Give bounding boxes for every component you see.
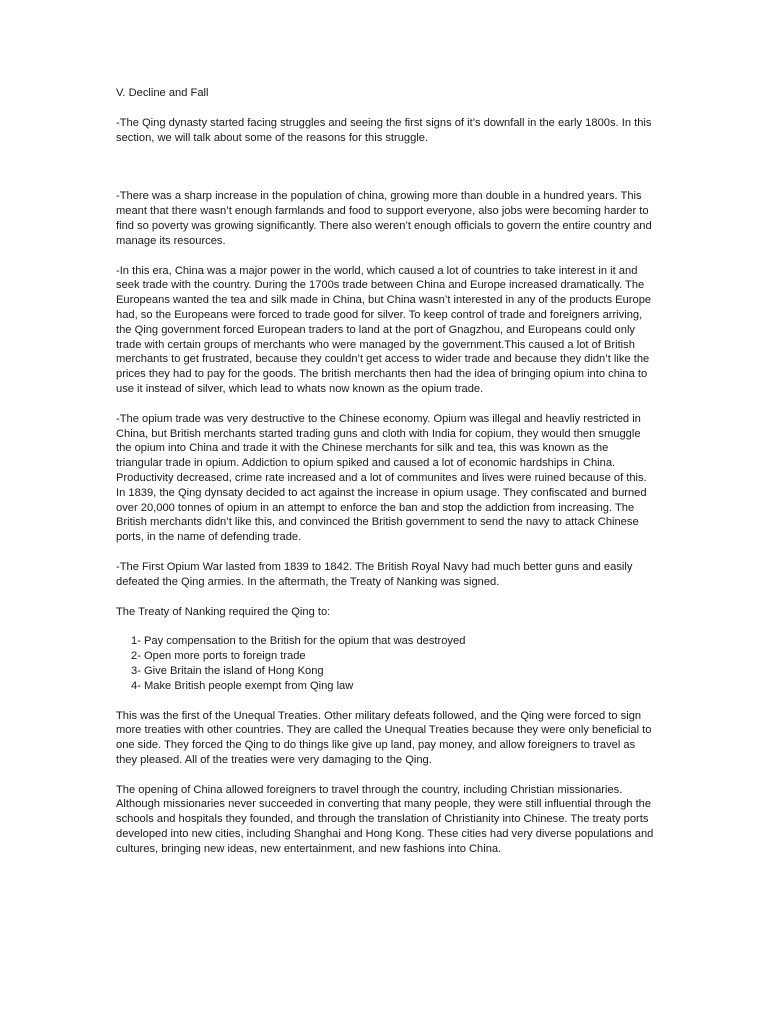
document-page — [116, 86, 656, 872]
intro-paragraph: -The Qing dynasty started facing struggles and seeing the first signs of it’s downfall in the early 1800s. In this section, we will talk about some of the reasons for this struggle. — [116, 116, 652, 144]
population-paragraph: -There was a sharp increase in the population of china, growing more than double in a hundred years. This meant that there wasn’t enough farmlands and food to support everyone, also jobs were becoming harder to find so poverty was growing significantly. There also weren’t enough officials to govern the entire country and manage its resources. — [116, 190, 652, 247]
list-item: 4- Make British people exempt from Qing law — [131, 679, 354, 692]
trade-paragraph: -In this era, China was a major power in the world, which caused a lot of countries to take interest in it and seek trade with the country. During the 1700s trade between China and Europe increased dramatically. The Europeans wanted the tea and silk made in China, but China wasn’t interested in any of the products Europe had, so the Europeans were forced to trade good for silver. To keep control of trade and foreigners arriving, the Qing government forced European traders to land at the port of Gnagzhou, and Europeans could only trade with certain groups of merchants who were managed by the government.This caused a lot of British merchants to get frustrated, because they couldn’t get access to wider trade and because they didn’t like the prices they had to pay for the goods. The british merchants then had the idea of bringing opium into china to use it instead of silver, which lead to whats now known as the opium trade. — [116, 264, 652, 395]
opening-of-china-paragraph: The opening of China allowed foreigners to travel through the country, including Christian missionaries. Although missionaries never succeeded in converting that many people, they were still influential through the schools and hospitals they founded, and through the translation of Christianity into Chinese. The treaty ports developed into new cities, including Shanghai and Hong Kong. These cities had very diverse populations and cultures, bringing new ideas, new entertainment, and new fashions into China. — [116, 783, 654, 855]
treaty-requirements-list — [116, 634, 656, 693]
list-item: 3- Give Britain the island of Hong Kong — [131, 664, 324, 677]
unequal-treaties-paragraph: This was the first of the Unequal Treaties. Other military defeats followed, and the Qing were forced to sign more treaties with other countries. They are called the Unequal Treaties because they were only beneficial to one side. They forced the Qing to do things like give up land, pay money, and allow foreigners to travel as they pleased. All of the treaties were very damaging to the Qing. — [116, 709, 652, 766]
list-item: 1- Pay compensation to the British for the opium that was destroyed — [131, 635, 466, 648]
section-heading: V. Decline and Fall — [116, 87, 209, 99]
opium-trade-paragraph: -The opium trade was very destructive to the Chinese economy. Opium was illegal and heavliy restricted in China, but British merchants started trading guns and cloth with India for copium, they would then smuggle the opium into China and trade it with the Chinese merchants for silk and tea, this was known as the triangular trade in opium. Addiction to opium spiked and caused a lot of economic hardships in China. Productivity decreased, crime rate increased and a lot of communites and lives were ruined because of this. In 1839, the Qing dynsaty decided to act against the increase in opium usage. They confiscated and burned over 20,000 tonnes of opium in an attempt to enforce the ban and stop the addiction from increasing. The British merchants didn’t like this, and convinced the British government to send the navy to attack Chinese ports, in the name of defending trade. — [116, 412, 647, 544]
list-item: 2- Open more ports to foreign trade — [131, 650, 306, 663]
treaty-intro-paragraph: The Treaty of Nanking required the Qing to: — [116, 605, 331, 618]
opium-war-paragraph: -The First Opium War lasted from 1839 to 1842. The British Royal Navy had much better guns and easily defeated the Qing armies. In the aftermath, the Treaty of Nanking was signed. — [116, 560, 633, 588]
